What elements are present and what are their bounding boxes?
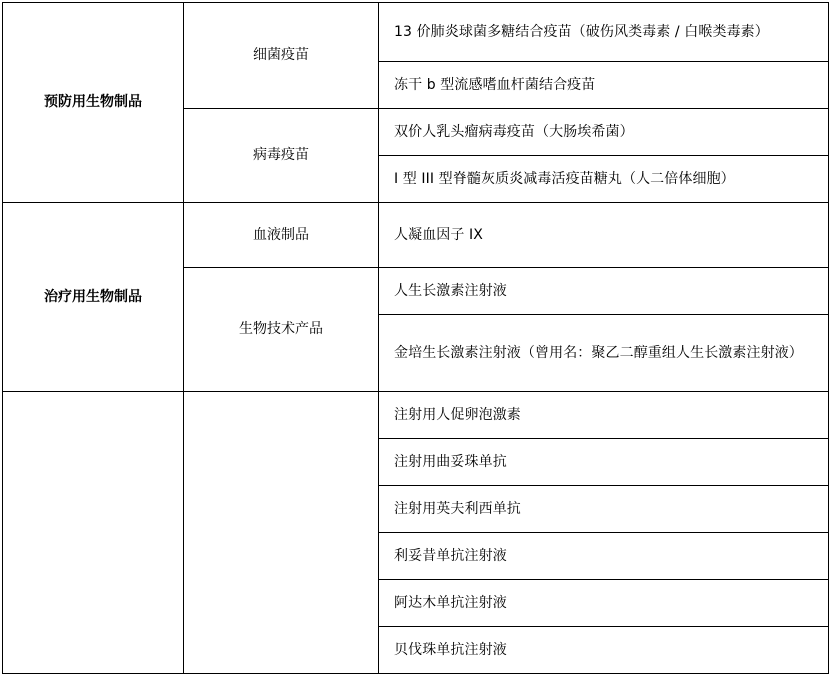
item-cell: 注射用英夫利西单抗 xyxy=(379,486,829,533)
item-cell: 贝伐珠单抗注射液 xyxy=(379,627,829,674)
item-cell: 阿达木单抗注射液 xyxy=(379,580,829,627)
item-cell: 人凝血因子 IX xyxy=(379,203,829,268)
item-cell: 利妥昔单抗注射液 xyxy=(379,533,829,580)
subcategory-cell xyxy=(184,392,379,674)
item-cell: 注射用曲妥珠单抗 xyxy=(379,439,829,486)
item-cell: 13 价肺炎球菌多糖结合疫苗（破伤风类毒素 / 白喉类毒素） xyxy=(379,3,829,62)
category-cell: 治疗用生物制品 xyxy=(3,203,184,392)
subcategory-cell: 病毒疫苗 xyxy=(184,109,379,203)
item-cell: 双价人乳头瘤病毒疫苗（大肠埃希菌） xyxy=(379,109,829,156)
item-cell: 人生长激素注射液 xyxy=(379,268,829,315)
item-cell: 注射用人促卵泡激素 xyxy=(379,392,829,439)
biologics-table xyxy=(2,2,829,674)
category-cell: 预防用生物制品 xyxy=(3,3,184,203)
subcategory-cell: 血液制品 xyxy=(184,203,379,268)
item-cell: 冻干 b 型流感嗜血杆菌结合疫苗 xyxy=(379,62,829,109)
item-cell: I 型 III 型脊髓灰质炎减毒活疫苗糖丸（人二倍体细胞） xyxy=(379,156,829,203)
item-cell: 金培生长激素注射液（曾用名：聚乙二醇重组人生长激素注射液） xyxy=(379,315,829,392)
table-row xyxy=(3,203,829,268)
subcategory-cell: 细菌疫苗 xyxy=(184,3,379,109)
table-row xyxy=(3,392,829,439)
subcategory-cell: 生物技术产品 xyxy=(184,268,379,392)
table-row xyxy=(3,3,829,62)
category-cell xyxy=(3,392,184,674)
